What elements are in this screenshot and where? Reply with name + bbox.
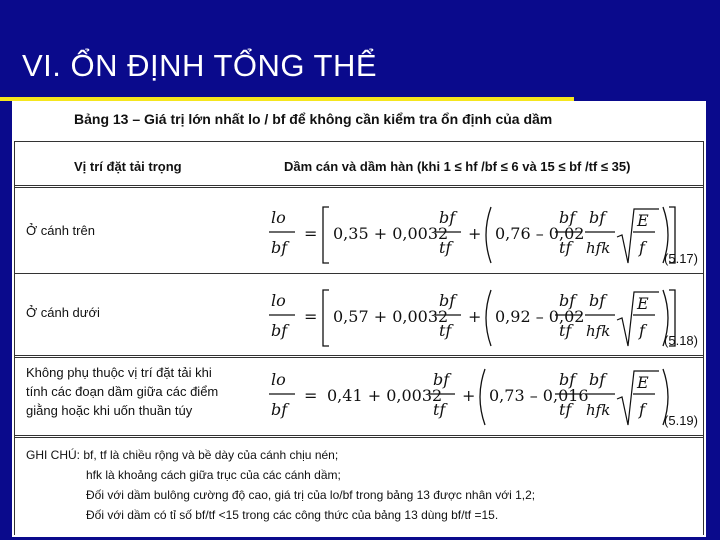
svg-text:lo: lo [271,291,286,310]
eq-number-5-17: (5.17) [664,251,698,266]
svg-text:bf: bf [589,370,606,389]
note-line-4: Đối với dầm có tỉ số bf/tf <15 trong các công thức của bảng 13 dùng bf/tf =15. [86,508,499,522]
table-notes [26,445,535,525]
note-line-3: Đối với dầm bulông cường độ cao, giá trị của lo/bf trong bảng 13 được nhân với 1,2; [86,488,536,502]
note-line-1: GHI CHÚ: bf, tf là chiều rộng và bề dày của cánh chịu nén; [26,448,339,462]
header-rule [14,185,704,188]
symbol-lo: lo [271,208,286,227]
svg-text:hfk: hfk [586,401,611,419]
svg-text:=: = [304,224,318,243]
svg-text:bf: bf [433,370,450,389]
row-label-bottom-flange: Ở cánh dưới [26,305,100,320]
col-header-beam-type: Dầm cán và dầm hàn (khi 1 ≤ hf /bf ≤ 6 và 15 ≤ bf /tf ≤ 35) [284,159,631,174]
svg-text:=: = [304,307,318,326]
svg-text:bf: bf [559,370,576,389]
svg-text:0,92 – 0,02: 0,92 – 0,02 [495,307,585,326]
svg-text:tf: tf [433,400,446,419]
table-caption: Bảng 13 – Giá trị lớn nhất lo / bf để không cần kiểm tra ổn định của dầm [74,111,553,127]
svg-text:tf: tf [559,321,572,340]
row-rule-2 [14,355,704,358]
eq-number-5-19: (5.19) [664,413,698,428]
note-line-2: hfk là khoảng cách giữa trục của các cánh dầm; [86,468,341,482]
svg-text:E: E [637,211,649,230]
coef-2: 0,76 – 0,02 [495,224,585,243]
row-label-top-flange: Ở cánh trên [26,223,95,238]
svg-text:hfk: hfk [586,322,611,340]
eq-number-5-18: (5.18) [664,333,698,348]
svg-text:E: E [637,294,649,313]
svg-text:+: + [462,386,476,405]
coef-1: 0,35 + 0,0032 [333,224,449,243]
svg-text:0,41 + 0,0032: 0,41 + 0,0032 [327,386,443,405]
svg-text:0,73 – 0,016: 0,73 – 0,016 [489,386,589,405]
svg-text:+: + [468,224,482,243]
formula-5-17 [267,201,687,271]
row-rule-1 [14,273,704,274]
svg-text:=: = [304,386,318,405]
row-rule-3 [14,435,704,438]
svg-text:E: E [637,373,649,392]
svg-text:tf: tf [559,238,572,257]
slide-title: VI. ỔN ĐỊNH TỔNG THỂ [22,48,378,83]
col-header-load-position: Vị trí đặt tải trọng [74,159,182,174]
svg-text:bf: bf [589,208,606,227]
svg-text:f: f [639,321,645,340]
formula-5-19 [267,363,687,433]
table-document [12,101,706,537]
svg-text:bf: bf [271,321,288,340]
svg-text:tf: tf [559,400,572,419]
symbol-bf: bf [271,238,288,257]
svg-text:bf: bf [439,208,456,227]
svg-text:+: + [468,307,482,326]
formula-5-18 [267,284,687,354]
svg-text:f: f [639,400,645,419]
table-top-rule [14,141,704,142]
svg-text:bf: bf [559,291,576,310]
row-label-independent: Không phụ thuộc vị trí đặt tải khi tính các đoạn dầm giữa các điểm giằng hoặc khi uốn thuần túy [26,365,219,418]
svg-text:0,57 + 0,0032: 0,57 + 0,0032 [333,307,449,326]
svg-text:bf: bf [271,400,288,419]
svg-text:bf: bf [559,208,576,227]
svg-text:hfk: hfk [586,239,611,257]
table-left-rule [14,141,15,535]
svg-text:tf: tf [439,321,452,340]
svg-text:tf: tf [439,238,452,257]
svg-text:f: f [639,238,645,257]
svg-text:bf: bf [439,291,456,310]
table-right-rule [703,141,704,535]
svg-text:lo: lo [271,370,286,389]
svg-text:bf: bf [589,291,606,310]
